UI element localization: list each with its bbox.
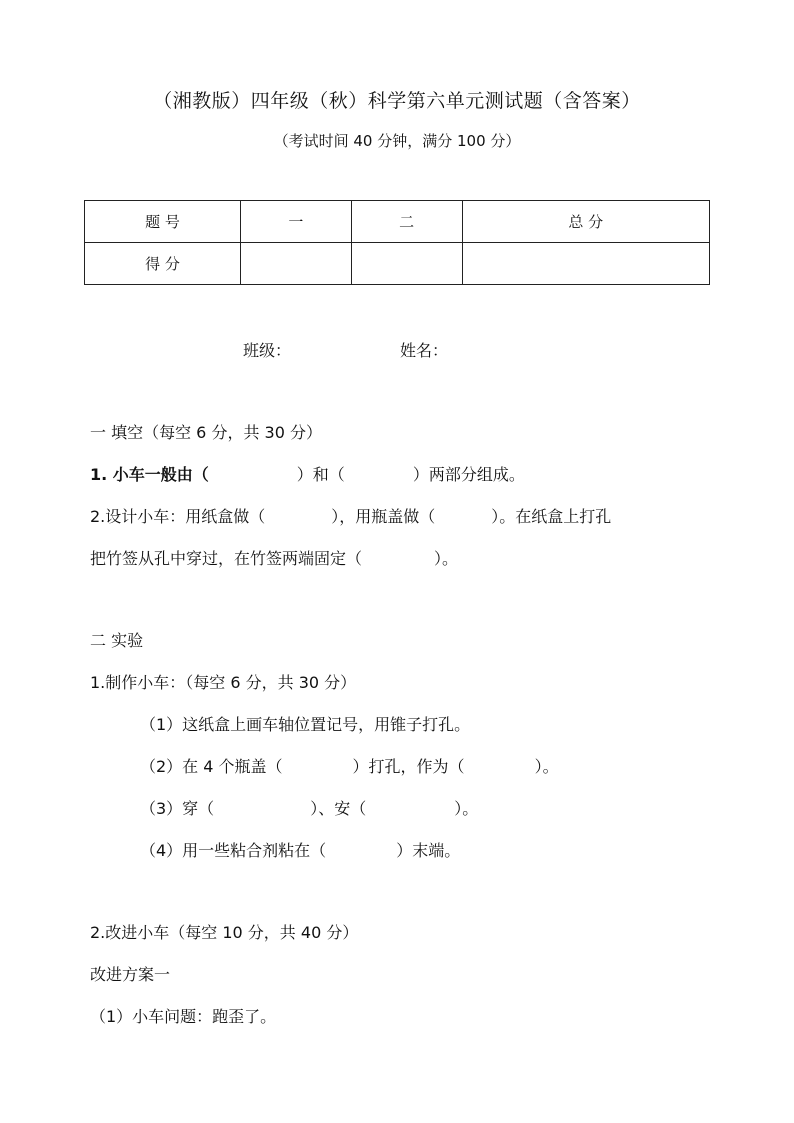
table-cell: 题 号 [85, 201, 241, 243]
question-2-2-heading: 2.改进小车（每空 10 分，共 40 分） [90, 923, 359, 942]
step-3: （3）穿（ ）、安（ ）。 [140, 799, 479, 818]
plan-1-item-1: （1）小车问题：跑歪了。 [90, 1007, 277, 1026]
table-cell: 总 分 [462, 201, 709, 243]
question-1-2: 2.设计小车：用纸盒做（ ），用瓶盖做（ ）。在纸盒上打孔 [90, 507, 612, 526]
step-2: （2）在 4 个瓶盖（ ）打孔，作为（ ）。 [140, 757, 559, 776]
table-cell [462, 243, 709, 285]
table-row [85, 243, 710, 285]
table-cell: 得 分 [85, 243, 241, 285]
section1-heading: 一 填空（每空 6 分，共 30 分） [90, 423, 322, 442]
question-2-1-heading: 1.制作小车：（每空 6 分，共 30 分） [90, 673, 357, 692]
step-1: （1）这纸盒上画车轴位置记号，用锥子打孔。 [140, 715, 471, 734]
table-cell [241, 243, 352, 285]
class-label: 班级： [243, 341, 292, 360]
name-label: 姓名： [400, 341, 449, 360]
table-cell: 一 [241, 201, 352, 243]
section2-heading: 二 实验 [90, 631, 144, 650]
exam-subtitle: （考试时间 40 分钟，满分 100 分） [273, 132, 521, 150]
table-cell: 二 [351, 201, 462, 243]
plan-1-heading: 改进方案一 [90, 965, 171, 984]
score-table [84, 200, 710, 285]
question-1-1: 1. 小车一般由（ ）和（ ）两部分组成。 [90, 465, 525, 484]
table-cell [351, 243, 462, 285]
page-title: （湘教版）四年级（秋）科学第六单元测试题（含答案） [153, 90, 641, 112]
step-4: （4）用一些粘合剂粘在（ ）末端。 [140, 841, 461, 860]
table-row [85, 201, 710, 243]
question-1-2-continued: 把竹签从孔中穿过，在竹签两端固定（ ）。 [90, 549, 459, 568]
